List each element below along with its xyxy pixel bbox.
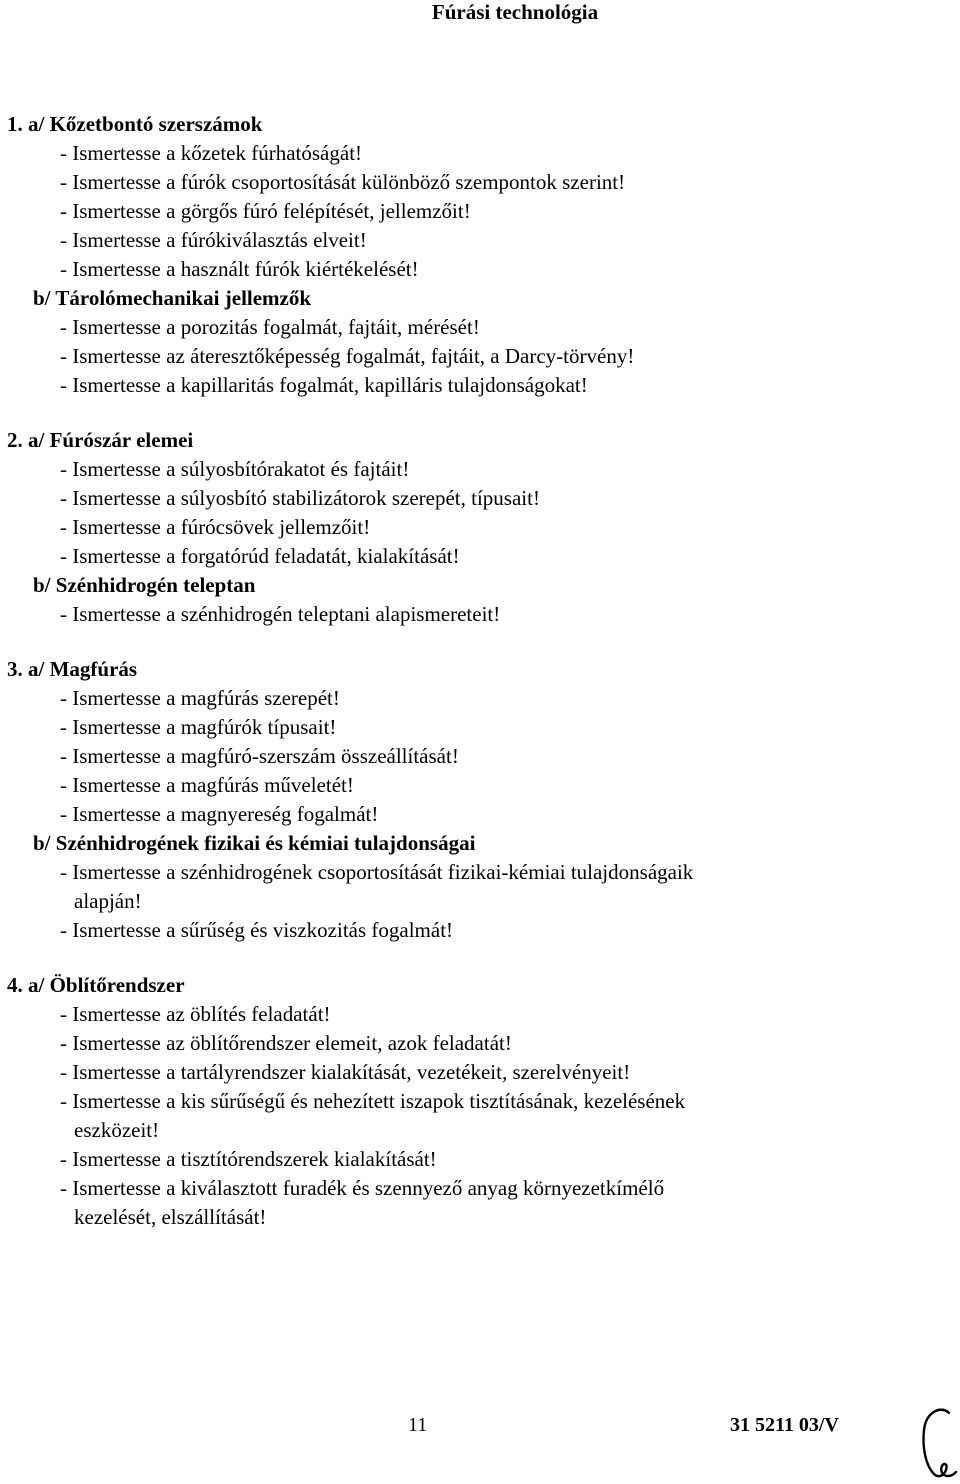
list-item-text: - Ismertesse a sűrűség és viszkozitás fogalmát! [60,918,454,942]
list-item [0,742,940,771]
topic-section [0,110,940,400]
subtopic-heading [0,426,940,455]
list-item [0,255,940,284]
list-item [0,313,940,342]
subtopic-title: b/ Szénhidrogének fizikai és kémiai tulajdonságai [33,831,476,855]
list-item-continuation: eszközeit! [74,1118,160,1142]
list-item [0,858,940,916]
list-item-text: - Ismertesse a kőzetek fúrhatóságát! [60,141,363,165]
subtopic-title: a/ Fúrószár elemei [28,428,194,452]
list-item [0,226,940,255]
list-item [0,916,940,945]
list-item [0,139,940,168]
list-item [0,1058,940,1087]
list-item-text: - Ismertesse az öblítés feladatát! [60,1002,331,1026]
list-item [0,342,940,371]
section-number: 1. [7,112,23,136]
section-number: 2. [7,428,23,452]
list-item-text: - Ismertesse a fúrócsövek jellemzőit! [60,515,371,539]
list-item-text: - Ismertesse a tisztítórendszerek kialakítását! [60,1147,437,1171]
subtopic-title: b/ Szénhidrogén teleptan [33,573,256,597]
list-item-text: - Ismertesse a kapillaritás fogalmát, kapilláris tulajdonságokat! [60,373,588,397]
subtopic-heading [0,655,940,684]
subtopic-title: a/ Kőzetbontó szerszámok [28,112,263,136]
list-item [0,197,940,226]
subtopic-title: a/ Öblítőrendszer [28,973,185,997]
list-item-text: - Ismertesse a magfúrás szerepét! [60,686,340,710]
topic-section [0,655,940,945]
list-item [0,484,940,513]
page-title: Fúrási technológia [431,0,599,24]
list-item [0,513,940,542]
list-item-text: - Ismertesse a szénhidrogének csoportosítását fizikai-kémiai tulajdonságaik [60,860,694,884]
list-item-text: - Ismertesse a magfúrók típusait! [60,715,337,739]
list-item-text: - Ismertesse az áteresztőképesség fogalmát, fajtáit, a Darcy-törvény! [60,344,635,368]
list-item-text: - Ismertesse a súlyosbító stabilizátorok szerepét, típusait! [60,486,540,510]
subtopic-title: a/ Magfúrás [28,657,138,681]
section-number: 3. [7,657,23,681]
topic-list [0,110,940,1258]
list-item-text: - Ismertesse a kis sűrűségű és nehezített iszapok tisztításának, kezelésének [60,1089,686,1113]
list-item-text: - Ismertesse a forgatórúd feladatát, kialakítását! [60,544,460,568]
list-item [0,800,940,829]
topic-section [0,426,940,629]
subtopic-title: b/ Tárolómechanikai jellemzők [33,286,312,310]
list-item [0,1087,940,1145]
list-item [0,371,940,400]
list-item [0,684,940,713]
subtopic-heading [0,829,940,858]
list-item-text: - Ismertesse a fúrók csoportosítását különböző szempontok szerint! [60,170,626,194]
list-item [0,455,940,484]
list-item [0,1145,940,1174]
list-item [0,1174,940,1232]
list-item-text: - Ismertesse a magnyereség fogalmát! [60,802,379,826]
list-item-text: - Ismertesse a magfúrás műveletét! [60,773,354,797]
list-item-text: - Ismertesse az öblítőrendszer elemeit, azok feladatát! [60,1031,512,1055]
subtopic-heading [0,110,940,139]
section-number: 4. [7,973,23,997]
subtopic-heading [0,971,940,1000]
list-item-text: - Ismertesse a fúrókiválasztás elveit! [60,228,367,252]
list-item-text: - Ismertesse a használt fúrók kiértékelését! [60,257,419,281]
list-item [0,168,940,197]
list-item-text: - Ismertesse a kiválasztott furadék és szennyező anyag környezetkímélő [60,1176,665,1200]
list-item [0,542,940,571]
list-item-text: - Ismertesse a görgős fúró felépítését, jellemzőit! [60,199,471,223]
list-item-text: - Ismertesse a porozitás fogalmát, fajtáit, mérését! [60,315,480,339]
page-number: 11 [408,1414,428,1436]
list-item-text: - Ismertesse a tartályrendszer kialakítását, vezetékeit, szerelvényeit! [60,1060,631,1084]
subtopic-heading [0,284,940,313]
list-item-text: - Ismertesse a magfúró-szerszám összeállítását! [60,744,459,768]
document-code: 31 5211 03/V [730,1414,839,1436]
list-item [0,1000,940,1029]
list-item [0,600,940,629]
subtopic-heading [0,571,940,600]
list-item-text: - Ismertesse a szénhidrogén teleptani alapismereteit! [60,602,501,626]
list-item [0,771,940,800]
list-item-text: - Ismertesse a súlyosbítórakatot és fajtáit! [60,457,410,481]
topic-section [0,971,940,1232]
list-item-continuation: alapján! [74,889,142,913]
handwritten-initial-icon [918,1404,958,1480]
list-item [0,713,940,742]
list-item-continuation: kezelését, elszállítását! [74,1205,267,1229]
list-item [0,1029,940,1058]
